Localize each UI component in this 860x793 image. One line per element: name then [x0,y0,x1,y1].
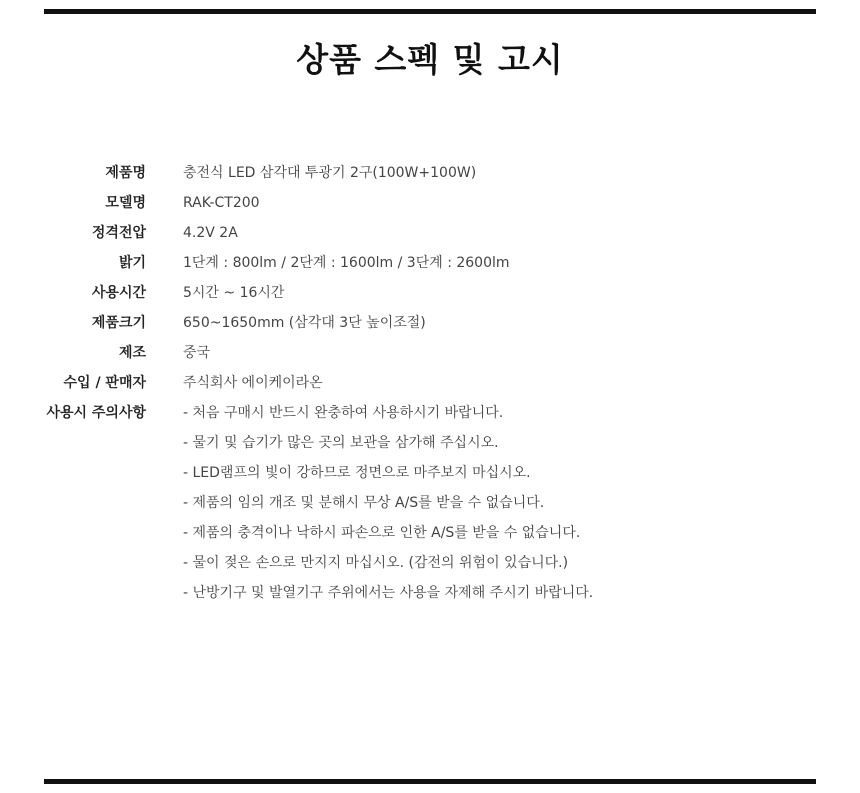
spec-row-rated-voltage [0,218,860,248]
spec-value: 주식회사 에이케이라온 [183,375,323,391]
spec-row-usage-time [0,278,860,308]
spec-value: 중국 [183,345,211,361]
spec-row-model-name [0,188,860,218]
spec-table [0,158,860,608]
spec-row-product-size [0,308,860,338]
spec-label: 제조 [118,345,146,361]
spec-label: 사용시 주의사항 [46,405,146,421]
caution-item: - 제품의 충격이나 낙하시 파손으로 인한 A/S를 받을 수 없습니다. [183,525,581,541]
caution-item: - 처음 구매시 반드시 완충하여 사용하시기 바랍니다. [183,405,504,421]
spec-label: 밝기 [118,255,146,271]
spec-value: 5시간 ~ 16시간 [183,285,285,301]
spec-row-manufacture [0,338,860,368]
spec-label: 제품명 [105,165,146,181]
spec-label: 사용시간 [91,285,146,301]
caution-item: - 물이 젖은 손으로 만지지 마십시오. (감전의 위험이 있습니다.) [183,555,569,571]
spec-row-product-name [0,158,860,188]
spec-row-cautions [0,398,860,608]
spec-label: 수입 / 판매자 [63,375,146,391]
caution-item: - LED램프의 빛이 강하므로 정면으로 마주보지 마십시오. [183,465,531,481]
bottom-divider [44,779,816,784]
caution-list [183,398,593,608]
spec-label: 정격전압 [91,225,146,241]
spec-row-brightness [0,248,860,278]
page-title: 상품 스펙 및 고시 [296,40,564,79]
caution-item: - 물기 및 습기가 많은 곳의 보관을 삼가해 주십시오. [183,435,499,451]
top-divider [44,9,816,14]
spec-value: RAK-CT200 [183,195,260,211]
caution-item: - 난방기구 및 발열기구 주위에서는 사용을 자제해 주시기 바랍니다. [183,585,594,601]
spec-value: 650~1650mm (삼각대 3단 높이조절) [183,315,426,331]
spec-row-importer-seller [0,368,860,398]
spec-label: 제품크기 [91,315,146,331]
caution-item: - 제품의 임의 개조 및 분해시 무상 A/S를 받을 수 없습니다. [183,495,545,511]
spec-value: 충전식 LED 삼각대 투광기 2구(100W+100W) [183,165,477,181]
spec-value: 1단계 : 800lm / 2단계 : 1600lm / 3단계 : 2600lm [183,255,510,271]
spec-value: 4.2V 2A [183,225,238,241]
spec-label: 모델명 [105,195,146,211]
